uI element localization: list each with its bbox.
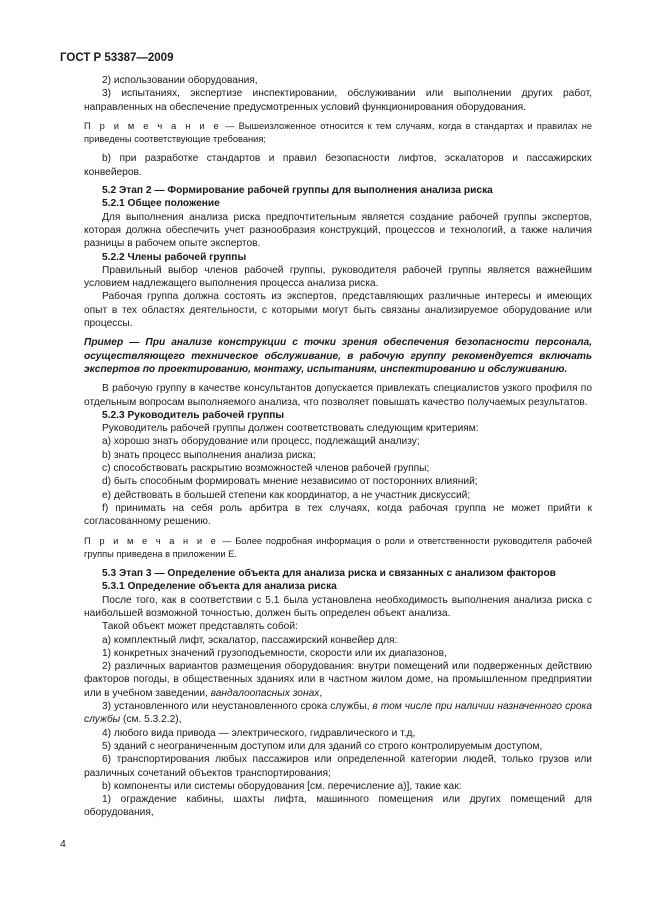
paragraph: 3) испытаниях, экспертизе инспектировании, обслуживании или выполнении других работ, направленных на обеспечение предусмотренных условий функционирования оборудования. (84, 88, 592, 113)
page-number: 4 (60, 838, 66, 850)
note-text: — Более подробная информация о роли и ответственности руководителя рабочей группы приведена в приложении Е. (84, 535, 592, 559)
paragraph: Такой объект может представлять собой: (102, 621, 298, 633)
list-item: a) хорошо знать оборудование или процесс, подлежащий анализу; (102, 436, 420, 448)
list-item: f) принимать на себя роль арбитра в тех случаях, когда рабочая группа не может прийти к согласованному решению. (84, 502, 592, 528)
page-header: ГОСТ Р 53387—2009 (60, 52, 174, 64)
item-text: (см. 5.3.2.2), (120, 714, 182, 726)
paragraph: b) при разработке стандартов и правил безопасности лифтов, эскалаторов и пассажирских конвейеров. (84, 153, 592, 178)
paragraph: В рабочую группу в качестве консультантов допускается привлекать специалистов узкого профиля по отдельным вопросам выполняемого анализа, что позволяет повышать качество получаемых результатов. (84, 383, 592, 408)
note-1 (84, 120, 592, 147)
list-item (84, 660, 592, 700)
paragraph: Для выполнения анализа риска предпочтительным является создание рабочей группы экспертов, которая должна обеспечить учет разнообразия конструкций, процессов и технологий, а также наличия разницы в рабочем опыте экспертов. (84, 211, 592, 250)
list-item: 1) конкретных значений грузоподъемности, скорости или их диапазонов, (102, 647, 447, 659)
section-heading-5-2: 5.2 Этап 2 — Формирование рабочей группы для выполнения анализа риска (102, 185, 493, 197)
subsection-heading-5-3-1: 5.3.1 Определение объекта для анализа риска (102, 581, 337, 593)
list-item: c) способствовать раскрытию возможностей членов рабочей группы; (102, 463, 430, 475)
list-item: b) знать процесс выполнения анализа риска; (102, 449, 316, 461)
list-item: d) быть способным формировать мнение независимо от посторонних влияний; (102, 476, 478, 488)
note-label: П р и м е ч а н и е (84, 120, 222, 131)
subsection-heading-5-2-3: 5.2.3 Руководитель рабочей группы (102, 409, 285, 421)
note-2 (84, 535, 592, 562)
list-item: 4) любого вида привода — электрического, гидравлического и т.д, (102, 727, 416, 739)
list-item: 5) зданий с неограниченным доступом или для зданий со строго контролируемым доступом, (102, 740, 543, 752)
paragraph: 2) использовании оборудования, (102, 75, 258, 86)
paragraph: Правильный выбор членов рабочей группы, руководителя рабочей группы является важнейшим условием надлежащего выполнения процесса анализа риска. (84, 264, 592, 290)
subsection-heading-5-2-2: 5.2.2 Члены рабочей группы (102, 251, 247, 263)
list-item: b) компоненты или системы оборудования [см. перечисление а)], такие как: (102, 780, 462, 792)
subsection-heading-5-2-1: 5.2.1 Общее положение (102, 198, 220, 210)
item-text-italic: вандалоопасных зонах (210, 687, 320, 699)
list-item: a) комплектный лифт, эскалатор, пассажирский конвейер для: (102, 634, 398, 646)
paragraph: Рабочая группа должна состоять из экспертов, представляющих различные интересы и имеющих опыт в тех областях деятельности, с которыми могут быть связаны анализируемое оборудование или процессы. (84, 291, 592, 330)
list-item: e) действовать в большей степени как координатор, а не участник дискуссий; (102, 489, 471, 501)
page-content (84, 74, 592, 820)
item-text: 3) установленного или неустановленного срока службы, (102, 701, 373, 713)
item-text-italic: в том числе при наличии назначенного срока службы (84, 701, 593, 726)
item-text: 2) различных вариантов размещения оборудования: внутри помещений или подверженных действию факторов погоды, в общественных зданиях или в частном жилом доме, на промышленном предприятии или в учебном заведении, (84, 661, 592, 699)
item-text: , (319, 687, 323, 699)
note-text: — Вышеизложенное относится к тем случаям, когда в стандартах и правилах не приведены соответствующие требования; (84, 120, 592, 145)
example-block: Пример — При анализе конструкции с точки зрения обеспечения безопасности персонала, осуществляющего техническое обслуживание, в рабочую группу рекомендуется включать экспертов по проектированию, монтажу, испытаниям, инспектированию и обслуживанию. (84, 337, 592, 375)
list-item: 1) ограждение кабины, шахты лифта, машинного помещения или других помещений для оборудования, (84, 794, 592, 819)
list-item (84, 700, 592, 727)
note-label: П р и м е ч а н и е (84, 535, 219, 546)
paragraph: После того, как в соответствии с 5.1 была установлена необходимость выполнения анализа риска с наибольшей возможной точностью, должен быть определен объект анализа. (84, 594, 592, 619)
section-heading-5-3: 5.3 Этап 3 — Определение объекта для анализа риска и связанных с анализом факторов (102, 568, 556, 580)
paragraph: Руководитель рабочей группы должен соответствовать следующим критериям: (102, 423, 479, 435)
list-item: 6) транспортирования любых пассажиров или определенной категории людей, только грузов или различных сочетаний объектов транспортирования; (84, 754, 592, 779)
